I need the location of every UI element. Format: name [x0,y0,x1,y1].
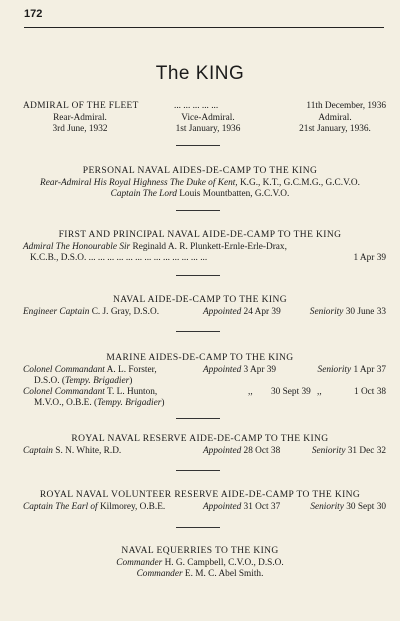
naval-aide-rank: Engineer Captain [23,307,90,317]
marine-aide-1-line2 [34,376,132,387]
marine-aide-1 [23,365,157,376]
page-title: The KING [155,63,245,84]
marine-aide-2-honours: M.V.O., O.B.E. ( [34,398,98,408]
admiral-of-fleet-dots: ... ... ... ... ... [174,101,219,111]
equerry-1-name: H. G. Campbell, C.V.O., D.S.O. [162,558,284,568]
marine-aide-1-appointed [203,365,276,376]
personal-aides-heading: PERSONAL NAVAL AIDES-DE-CAMP TO THE KING [82,166,318,176]
rnr-aide-heading: ROYAL NAVAL RESERVE AIDE-DE-CAMP TO THE KING [71,434,329,444]
rnvr-aide-rank: Captain The Earl of [23,502,98,512]
seniority-date: 30 Sept 30 [346,502,386,512]
marine-aide-2-seniority: 1 Oct 38 [353,387,386,397]
rnvr-aide-entry [23,502,165,513]
marine-aide-1-paren: ) [129,376,133,386]
rank-rear-admiral: Rear-Admiral. [53,113,107,123]
naval-aide-heading: NAVAL AIDE-DE-CAMP TO THE KING [112,295,288,305]
personal-aide-2-name: Louis Mountbatten, G.C.V.O. [176,189,290,199]
marine-aide-1-honours: D.S.O. ( [34,376,65,386]
seniority-label: Seniority [311,446,346,456]
personal-aide-1-honours: K.G., K.T., G.C.M.G., G.C.V.O. [237,178,360,188]
first-principal-heading: FIRST AND PRINCIPAL NAVAL AIDE-DE-CAMP TO THE KING [58,230,342,240]
equerry-1-rank: Commander [116,558,163,568]
section-divider [176,470,220,471]
rnr-aide-seniority [312,446,386,457]
equerry-2-name: E. M. C. Abel Smith. [182,569,264,579]
first-principal-rank: Admiral The Honourable Sir [23,242,131,252]
first-principal-line2: K.C.B., D.S.O. ... ... ... ... ... ... ... ... ... ... ... ... ... [30,253,208,263]
marine-aide-1-tempy: Tempy. Brigadier [65,376,130,386]
naval-aide-name: C. J. Gray, D.S.O. [89,307,160,317]
marine-aide-1-name: A. L. Forster, [104,365,157,375]
marine-aide-2-paren: ) [161,398,165,408]
naval-aide-seniority [310,307,386,318]
personal-aide-2-rank: Captain The Lord [110,189,177,199]
section-divider [176,275,220,276]
rnr-aide-rank: Captain [23,446,53,456]
rank-vice-admiral: Vice-Admiral. [181,113,235,123]
marine-aide-2-tempy: Tempy. Brigadier [97,398,162,408]
rnr-aide-entry [23,446,121,457]
personal-aide-1-rank: Rear-Admiral His Royal Highness The Duke of Kent, [40,178,238,188]
appointed-label: Appointed [203,365,242,375]
appointed-date: 28 Oct 38 [243,446,281,456]
admiral-of-fleet-label: ADMIRAL OF THE FLEET [23,101,139,111]
seniority-date: 1 Apr 37 [353,365,386,375]
marine-aide-2-line2 [34,398,164,409]
seniority-label: Seniority [310,502,344,512]
page-number: 172 [24,8,43,20]
rnr-aide-name: S. N. White, R.D. [52,446,122,456]
admiral-of-fleet-date: 11th December, 1936 [306,101,386,111]
equerry-2 [0,569,400,580]
appointed-label: Appointed [203,502,242,512]
header-rule [24,27,384,28]
rank-vice-admiral-date: 1st January, 1936 [175,124,241,134]
section-divider [176,210,220,211]
marine-aides-heading: MARINE AIDES-DE-CAMP TO THE KING [106,353,294,363]
rnvr-aide-heading: ROYAL NAVAL VOLUNTEER RESERVE AIDE-DE-CAMP TO THE KING [39,490,361,500]
rank-admiral: Admiral. [318,113,352,123]
marine-aide-2-name: T. L. Hunton, [104,387,158,397]
seniority-date: 31 Dec 32 [347,446,386,456]
marine-aide-2 [23,387,157,398]
appointed-label: Appointed [203,446,242,456]
personal-aide-2 [0,189,400,200]
first-principal-date: 1 Apr 39 [353,253,386,263]
first-principal-name: Reginald A. R. Plunkett-Ernle-Erle-Drax, [130,242,287,252]
marine-aide-2-appointed-ditto: ,, [248,387,253,397]
naval-aide-appointed [203,307,281,318]
seniority-date: 30 June 33 [345,307,386,317]
marine-aide-2-appointed: 30 Sept 39 [271,387,311,397]
equerry-1 [0,558,400,569]
marine-aide-2-seniority-ditto: ,, [317,387,322,397]
section-divider [176,527,220,528]
section-divider [176,331,220,332]
marine-aide-1-rank: Colonel Commandant [23,365,105,375]
rnvr-aide-seniority [310,502,386,513]
personal-aide-1 [0,178,400,189]
equerries-heading: NAVAL EQUERRIES TO THE KING [121,546,279,556]
rnvr-aide-name: Kilmorey, O.B.E. [97,502,166,512]
marine-aide-1-seniority [318,365,386,376]
marine-aide-2-rank: Colonel Commandant [23,387,105,397]
appointed-date: 31 Oct 37 [243,502,281,512]
section-divider [176,145,220,146]
rank-rear-admiral-date: 3rd June, 1932 [52,124,108,134]
equerry-2-rank: Commander [136,569,183,579]
rnr-aide-appointed [203,446,280,457]
appointed-date: 3 Apr 39 [243,365,277,375]
appointed-label: Appointed [203,307,242,317]
naval-aide-entry [23,307,159,318]
first-principal-line1 [23,242,287,253]
appointed-date: 24 Apr 39 [243,307,281,317]
seniority-label: Seniority [309,307,344,317]
rnvr-aide-appointed [203,502,280,513]
seniority-label: Seniority [317,365,352,375]
rank-admiral-date: 21st January, 1936. [299,124,371,134]
section-divider [176,418,220,419]
